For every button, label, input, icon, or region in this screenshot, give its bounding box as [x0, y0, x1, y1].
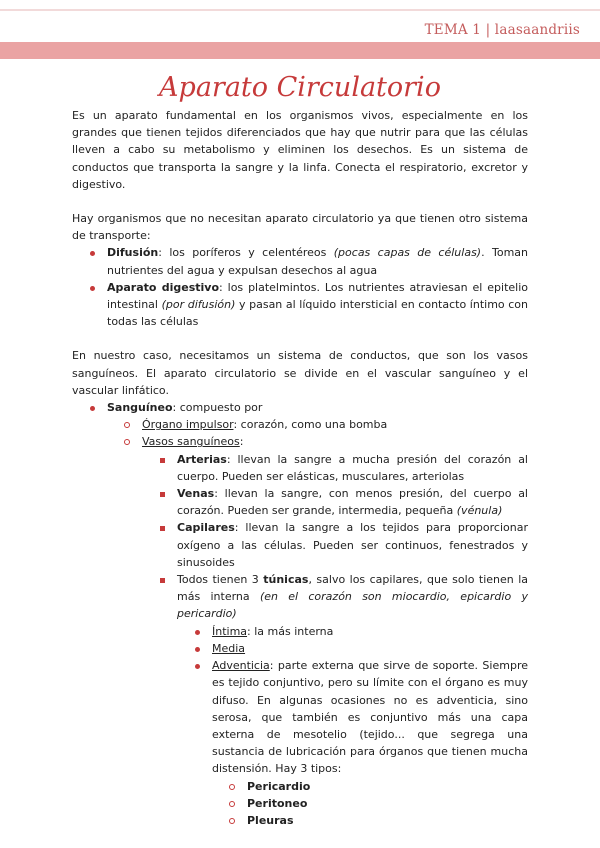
list-item-peritoneo: Peritoneo: [72, 795, 528, 812]
square-bullet-icon: [157, 571, 167, 588]
header-band: [0, 42, 600, 59]
document-body: [72, 107, 528, 829]
bullet-icon: [87, 244, 97, 261]
circle-bullet-icon: [227, 778, 237, 795]
list-item-organo-impulsor: Órgano impulsor: corazón, como una bomba: [72, 416, 528, 433]
header-label: TEMA 1 | laasaandriis: [424, 22, 580, 38]
list-item-pleuras: Pleuras: [72, 812, 528, 829]
bullet-icon: [87, 399, 97, 416]
bullet-icon: [192, 623, 202, 640]
conductos-paragraph: En nuestro caso, necesitamos un sistema de conductos, que son los vasos sanguíneos. El aparato circulatorio se divide en el vascular sanguíneo y el vascular linfático.: [72, 349, 528, 397]
list-item-vasos-sanguineos: Vasos sanguíneos:: [72, 433, 528, 450]
transport-list: [72, 244, 528, 330]
header-top-line: [0, 0, 600, 18]
list-item-media: Media: [72, 640, 528, 657]
bullet-icon: [192, 657, 202, 674]
circle-bullet-icon: [227, 795, 237, 812]
list-item-venas: Venas: llevan la sangre, con menos presión, del cuerpo al corazón. Pueden ser grande, intermedia, pequeña (vénula): [72, 485, 528, 519]
circle-bullet-icon: [122, 416, 132, 433]
list-item-pericardio: Pericardio: [72, 778, 528, 795]
list-item-adventicia: Adventicia: parte externa que sirve de soporte. Siempre es tejido conjuntivo, pero su límite con el órgano es muy difuso. En algunas ocasiones no es adventicia, sino serosa, que también es conjuntivo más una capa externa de mesotelio (tejido... que segrega una sustancia de lubricación para órganos que tienen mucha distensión. Hay 3 tipos:: [72, 657, 528, 777]
list-item-tunicas: Todos tienen 3 túnicas, salvo los capilares, que solo tienen la más interna (en el corazón son miocardio, epicardio y pericardio): [72, 571, 528, 623]
page-title: Aparato Circulatorio: [159, 72, 441, 103]
transport-paragraph: Hay organismos que no necesitan aparato circulatorio ya que tienen otro sistema de transporte:: [72, 212, 528, 243]
list-item-intima: Íntima: la más interna: [72, 623, 528, 640]
square-bullet-icon: [157, 485, 167, 502]
intro-paragraph: Es un aparato fundamental en los organismos vivos, especialmente en los grandes que tienen tejidos diferenciados que hay que nutrir para que las células lleven a cabo su metabolismo y eliminen los desechos. Es un sistema de conductos que transporta la sangre y la linfa. Conecta el respiratorio, excretor y digestivo.: [72, 109, 528, 191]
circle-bullet-icon: [227, 812, 237, 829]
bullet-icon: [192, 640, 202, 657]
circle-bullet-icon: [122, 433, 132, 450]
list-item-aparato-digestivo: Aparato digestivo: los platelmintos. Los nutrientes atraviesan el epitelio intestinal (por difusión) y pasan al líquido intersticial en contacto íntimo con todas las células: [72, 279, 528, 331]
list-item-sanguineo: Sanguíneo: compuesto por: [72, 399, 528, 416]
list-item-capilares: Capilares: llevan la sangre a los tejidos para proporcionar oxígeno a las células. Pueden ser continuos, fenestrados y sinusoides: [72, 519, 528, 571]
square-bullet-icon: [157, 519, 167, 536]
square-bullet-icon: [157, 451, 167, 468]
list-item-difusion: Difusión: los poríferos y celentéreos (pocas capas de células). Toman nutrientes del agua y expulsan desechos al agua: [72, 244, 528, 278]
list-item-arterias: Arterias: llevan la sangre a mucha presión del corazón al cuerpo. Pueden ser elásticas, musculares, arteriolas: [72, 451, 528, 485]
bullet-icon: [87, 279, 97, 296]
outline-list: [72, 399, 528, 829]
